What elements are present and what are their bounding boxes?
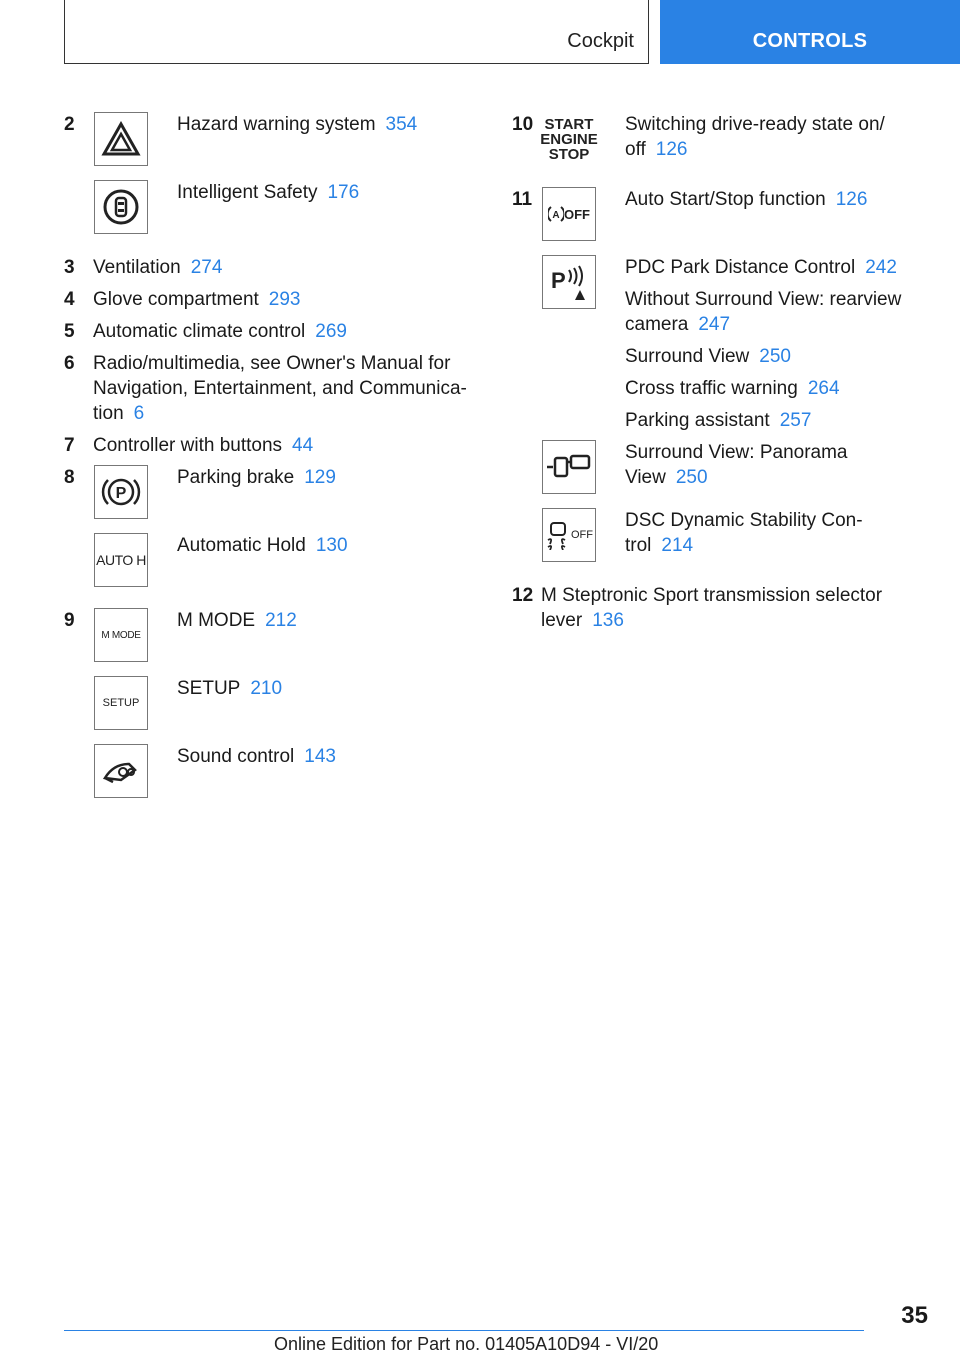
entry-8a — [177, 465, 557, 490]
m-mode-label: M MODE — [177, 610, 256, 631]
hazard-warning-page-link[interactable]: 354 — [385, 114, 418, 135]
m-mode-page-link[interactable]: 212 — [265, 610, 297, 631]
cross-traffic-label: Cross traffic warning — [625, 378, 798, 399]
panorama-page-link[interactable]: 250 — [675, 467, 708, 488]
entry-number-9: 9 — [64, 610, 75, 631]
climate-control-page-link[interactable]: 269 — [315, 321, 347, 342]
dsc-line-1: DSC Dynamic Stability Con- — [625, 510, 863, 531]
rearview-line-2: camera — [625, 314, 689, 335]
radio-page-link[interactable]: 6 — [133, 403, 145, 424]
auto-start-stop-page-link[interactable]: 126 — [835, 189, 868, 210]
drive-ready-page-link[interactable]: 126 — [655, 139, 688, 160]
m-mode-icon — [94, 608, 148, 662]
entry-8b — [177, 533, 557, 558]
header-section-box — [64, 0, 649, 64]
dsc-page-link[interactable]: 214 — [661, 535, 694, 556]
svg-text:P: P — [115, 485, 127, 502]
hazard-warning-icon — [94, 112, 148, 166]
svg-text:A: A — [552, 210, 560, 221]
setup-page-link[interactable]: 210 — [250, 678, 283, 699]
drive-ready-line-1: Switching drive-ready state on/ — [625, 114, 885, 135]
dsc-icon-label: OFF — [571, 528, 593, 541]
ventilation-page-link[interactable]: 274 — [190, 257, 223, 278]
entry-9b — [177, 676, 557, 701]
entry-number-10: 10 — [512, 114, 534, 135]
surround-view-page-link[interactable]: 250 — [759, 346, 791, 367]
controller-page-link[interactable]: 44 — [292, 435, 314, 456]
entry-3 — [93, 255, 473, 280]
ventilation-label: Ventilation — [93, 257, 181, 278]
steptronic-page-link[interactable]: 136 — [592, 610, 624, 631]
controller-label: Controller with buttons — [93, 435, 283, 456]
auto-start-stop-icon-label: OFF — [564, 206, 590, 222]
entry-11-dsc — [625, 508, 925, 558]
auto-hold-page-link[interactable]: 130 — [315, 535, 348, 556]
auto-start-stop-off-icon — [542, 187, 596, 241]
entry-9a — [177, 608, 557, 633]
entry-5 — [93, 319, 473, 344]
radio-line-1: Radio/multimedia, see Owner's Manual for — [93, 353, 451, 374]
glove-compartment-label: Glove compartment — [93, 289, 259, 310]
sound-control-label: Sound control — [177, 746, 295, 767]
dsc-off-icon — [542, 508, 596, 562]
pdc-label: PDC Park Distance Control — [625, 257, 856, 278]
auto-hold-label: Automatic Hold — [177, 535, 306, 556]
radio-line-3: tion — [93, 403, 124, 424]
setup-icon — [94, 676, 148, 730]
entry-number-11: 11 — [512, 189, 533, 210]
entry-number-12: 12 — [512, 585, 534, 606]
rearview-page-link[interactable]: 247 — [698, 314, 731, 335]
start-icon-text: START — [544, 115, 594, 133]
engine-icon-text: ENGINE — [540, 130, 598, 148]
intelligent-safety-label: Intelligent Safety — [177, 182, 318, 203]
entry-number-7: 7 — [64, 435, 75, 456]
entry-number-6: 6 — [64, 353, 75, 374]
panorama-view-icon — [542, 440, 596, 494]
sound-control-page-link[interactable]: 143 — [304, 746, 336, 767]
auto-hold-icon-label: AUTO H — [96, 551, 146, 568]
entry-number-8: 8 — [64, 467, 75, 488]
entry-number-5: 5 — [64, 321, 75, 342]
auto-start-stop-label: Auto Start/Stop function — [625, 189, 826, 210]
entry-11-pdc — [625, 255, 925, 433]
dsc-line-2: trol — [625, 535, 652, 556]
steptronic-line-1: M Steptronic Sport transmission selector — [541, 585, 883, 606]
parking-brake-label: Parking brake — [177, 467, 295, 488]
pdc-page-link[interactable]: 242 — [865, 257, 897, 278]
setup-icon-label: SETUP — [102, 696, 140, 709]
radio-line-2: Navigation, Entertainment, and Communica- — [93, 378, 467, 399]
panorama-line-1: Surround View: Panorama — [625, 442, 848, 463]
climate-control-label: Automatic climate control — [93, 321, 306, 342]
footer-edition: Online Edition for Part no. 01405A10D94 - VI/20 — [274, 1334, 659, 1354]
parking-assistant-label: Parking assistant — [625, 410, 770, 431]
entry-12 — [541, 583, 921, 633]
entry-7 — [93, 433, 473, 458]
rearview-line-1: Without Surround View: rearview — [625, 289, 902, 310]
intelligent-safety-page-link[interactable]: 176 — [327, 182, 360, 203]
entry-number-3: 3 — [64, 257, 75, 278]
intelligent-safety-icon — [94, 180, 148, 234]
footer-divider — [64, 1330, 864, 1331]
cross-traffic-page-link[interactable]: 264 — [807, 378, 840, 399]
panorama-line-2: View — [625, 467, 666, 488]
header-chapter-title: CONTROLS — [752, 30, 868, 52]
park-distance-control-icon — [542, 255, 596, 309]
auto-hold-icon — [94, 533, 148, 587]
entry-9c — [177, 744, 557, 769]
header-chapter-tab[interactable] — [660, 0, 960, 64]
stop-icon-text: STOP — [548, 145, 590, 163]
entry-11a — [625, 187, 925, 212]
start-engine-stop-icon — [542, 112, 596, 166]
m-mode-icon-label: M MODE — [101, 629, 141, 641]
sound-control-icon — [94, 744, 148, 798]
entry-11-panorama — [625, 440, 925, 490]
entry-2b — [177, 180, 557, 205]
entry-2a — [177, 112, 557, 137]
parking-brake-icon — [94, 465, 148, 519]
parking-assistant-page-link[interactable]: 257 — [779, 410, 812, 431]
steptronic-line-2: lever — [541, 610, 583, 631]
entry-number-2: 2 — [64, 114, 75, 135]
parking-brake-page-link[interactable]: 129 — [304, 467, 336, 488]
header-section-title: Cockpit — [567, 30, 634, 52]
hazard-warning-label: Hazard warning system — [177, 114, 376, 135]
entry-4 — [93, 287, 473, 312]
drive-ready-line-2: off — [625, 139, 646, 160]
entry-10 — [625, 112, 925, 162]
svg-text:P: P — [551, 268, 566, 293]
entry-6 — [93, 351, 478, 426]
setup-label: SETUP — [177, 678, 241, 699]
surround-view-label: Surround View — [625, 346, 750, 367]
glove-compartment-page-link[interactable]: 293 — [268, 289, 301, 310]
entry-number-4: 4 — [64, 289, 75, 310]
page-number: 35 — [901, 1302, 928, 1329]
